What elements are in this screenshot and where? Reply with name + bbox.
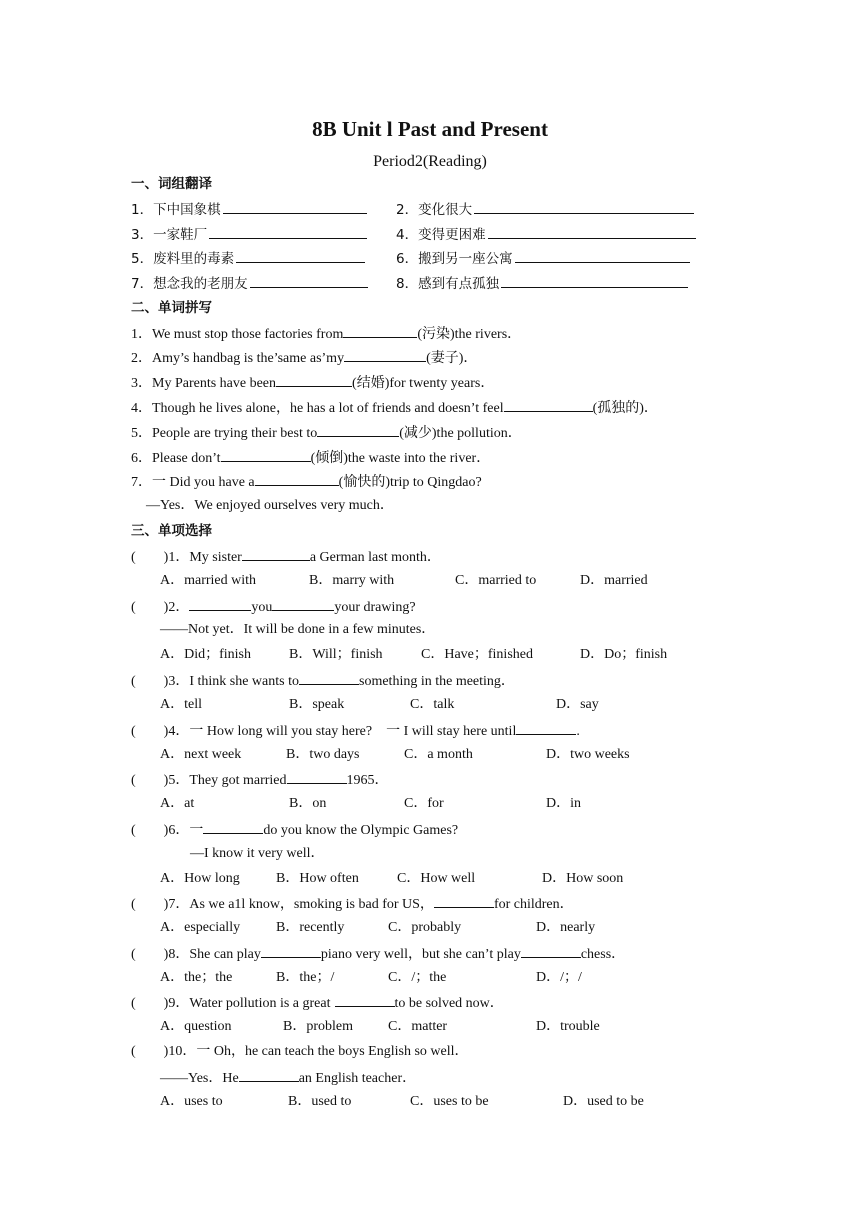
mc-option[interactable]: A．the；the: [160, 970, 233, 985]
spelling-item: 7．一 Did you have a (愉快的)trip to Qingdao?: [131, 471, 482, 493]
mc-option[interactable]: D．nearly: [536, 920, 596, 935]
mc-option[interactable]: A．married with: [160, 573, 257, 588]
mc-option[interactable]: D．say: [556, 697, 599, 712]
mc-dialogue-line: —I know it very well．: [190, 846, 325, 861]
phrase-item: 3．一家鞋厂: [131, 224, 367, 245]
section-heading-word-spelling: 二、单词拼写: [131, 300, 212, 316]
mc-option[interactable]: A．Did；finish: [160, 647, 251, 662]
phrase-item: 8．感到有点孤独: [396, 273, 688, 294]
worksheet-subtitle: Period2(Reading): [373, 153, 487, 170]
mc-option[interactable]: D．married: [580, 573, 648, 588]
mc-option[interactable]: B．used to: [288, 1094, 352, 1109]
mc-option[interactable]: A．tell: [160, 697, 202, 712]
mc-option[interactable]: A．especially: [160, 920, 241, 935]
mc-question: ( )6．一 do you know the Olympic Games?: [131, 819, 458, 841]
spelling-item: 6．Please don’t (倾倒)the waste into the river．: [131, 447, 490, 469]
mc-dialogue-line: ——Yes．He an English teacher．: [160, 1067, 416, 1089]
mc-option[interactable]: A．uses to: [160, 1094, 223, 1109]
mc-option[interactable]: D．used to be: [563, 1094, 644, 1109]
mc-option[interactable]: C．/；the: [388, 970, 447, 985]
mc-option[interactable]: D．Do；finish: [580, 647, 668, 662]
phrase-item: 2．变化很大: [396, 199, 694, 220]
phrase-item: 6．搬到另一座公寓: [396, 248, 690, 269]
phrase-item: 7．想念我的老朋友: [131, 273, 368, 294]
mc-question: ( )1．My sister a German last month．: [131, 546, 441, 568]
mc-option[interactable]: C．matter: [388, 1019, 448, 1034]
mc-option[interactable]: C．probably: [388, 920, 462, 935]
mc-option[interactable]: D．How soon: [542, 871, 624, 886]
spelling-item: 1．We must stop those factories from (污染)the rivers．: [131, 323, 521, 345]
mc-option[interactable]: D．trouble: [536, 1019, 600, 1034]
spelling-item: 3．My Parents have been (结婚)for twenty years．: [131, 372, 494, 394]
phrase-item: 1．下中国象棋: [131, 199, 367, 220]
mc-question: ( )3．I think she wants to something in the meeting．: [131, 670, 515, 692]
mc-option[interactable]: A．How long: [160, 871, 240, 886]
mc-option[interactable]: B．problem: [283, 1019, 353, 1034]
mc-option[interactable]: D．in: [546, 796, 581, 811]
mc-option[interactable]: B．How often: [276, 871, 359, 886]
mc-option[interactable]: C．Have；finished: [421, 647, 533, 662]
mc-option[interactable]: D．/；/: [536, 970, 582, 985]
mc-option[interactable]: C．a month: [404, 747, 473, 762]
mc-option[interactable]: B．speak: [289, 697, 345, 712]
section-heading-phrase-translation: 一、词组翻译: [131, 176, 212, 192]
section-heading-multiple-choice: 三、单项选择: [131, 523, 212, 539]
mc-option[interactable]: B．two days: [286, 747, 360, 762]
mc-option[interactable]: B．the；/: [276, 970, 335, 985]
mc-question: ( )9．Water pollution is a great to be solved now．: [131, 992, 504, 1014]
mc-question: ( )5．They got married 1965．: [131, 769, 389, 791]
mc-option[interactable]: B．recently: [276, 920, 345, 935]
mc-option[interactable]: C．How well: [397, 871, 476, 886]
mc-option[interactable]: B．Will；finish: [289, 647, 383, 662]
phrase-item: 4．变得更困难: [396, 224, 696, 245]
mc-option[interactable]: D．two weeks: [546, 747, 630, 762]
mc-option[interactable]: B．marry with: [309, 573, 395, 588]
mc-question: ( )7．As we a1l know，smoking is bad for US， for children．: [131, 893, 574, 915]
mc-option[interactable]: C．talk: [410, 697, 455, 712]
mc-option[interactable]: B．on: [289, 796, 327, 811]
mc-option[interactable]: C．for: [404, 796, 444, 811]
mc-question: ( )2． you your drawing?: [131, 596, 416, 618]
worksheet-title: 8B Unit l Past and Present: [312, 117, 548, 141]
spelling-item: 2．Amy’s handbag is the’same as’my (妻子)．: [131, 347, 477, 369]
mc-question: ( )4．一 How long will you stay here? 一 I will stay here until .: [131, 720, 580, 742]
mc-option[interactable]: C．married to: [455, 573, 537, 588]
mc-option[interactable]: A．question: [160, 1019, 232, 1034]
mc-option[interactable]: C．uses to be: [410, 1094, 489, 1109]
mc-question: ( )10．一 Oh，he can teach the boys English so well．: [131, 1044, 469, 1059]
spelling-item: 4．Though he lives alone，he has a lot of friends and doesn’t feel (孤独的)．: [131, 397, 658, 419]
mc-option[interactable]: A．next week: [160, 747, 242, 762]
spelling-item: —Yes．We enjoyed ourselves very much．: [146, 498, 394, 513]
phrase-item: 5．废料里的毒素: [131, 248, 365, 269]
mc-option[interactable]: A．at: [160, 796, 195, 811]
spelling-item: 5．People are trying their best to (减少)the pollution．: [131, 422, 522, 444]
mc-dialogue-line: ——Not yet．It will be done in a few minutes．: [160, 622, 436, 637]
mc-question: ( )8．She can play piano very well，but she can’t play chess．: [131, 943, 625, 965]
